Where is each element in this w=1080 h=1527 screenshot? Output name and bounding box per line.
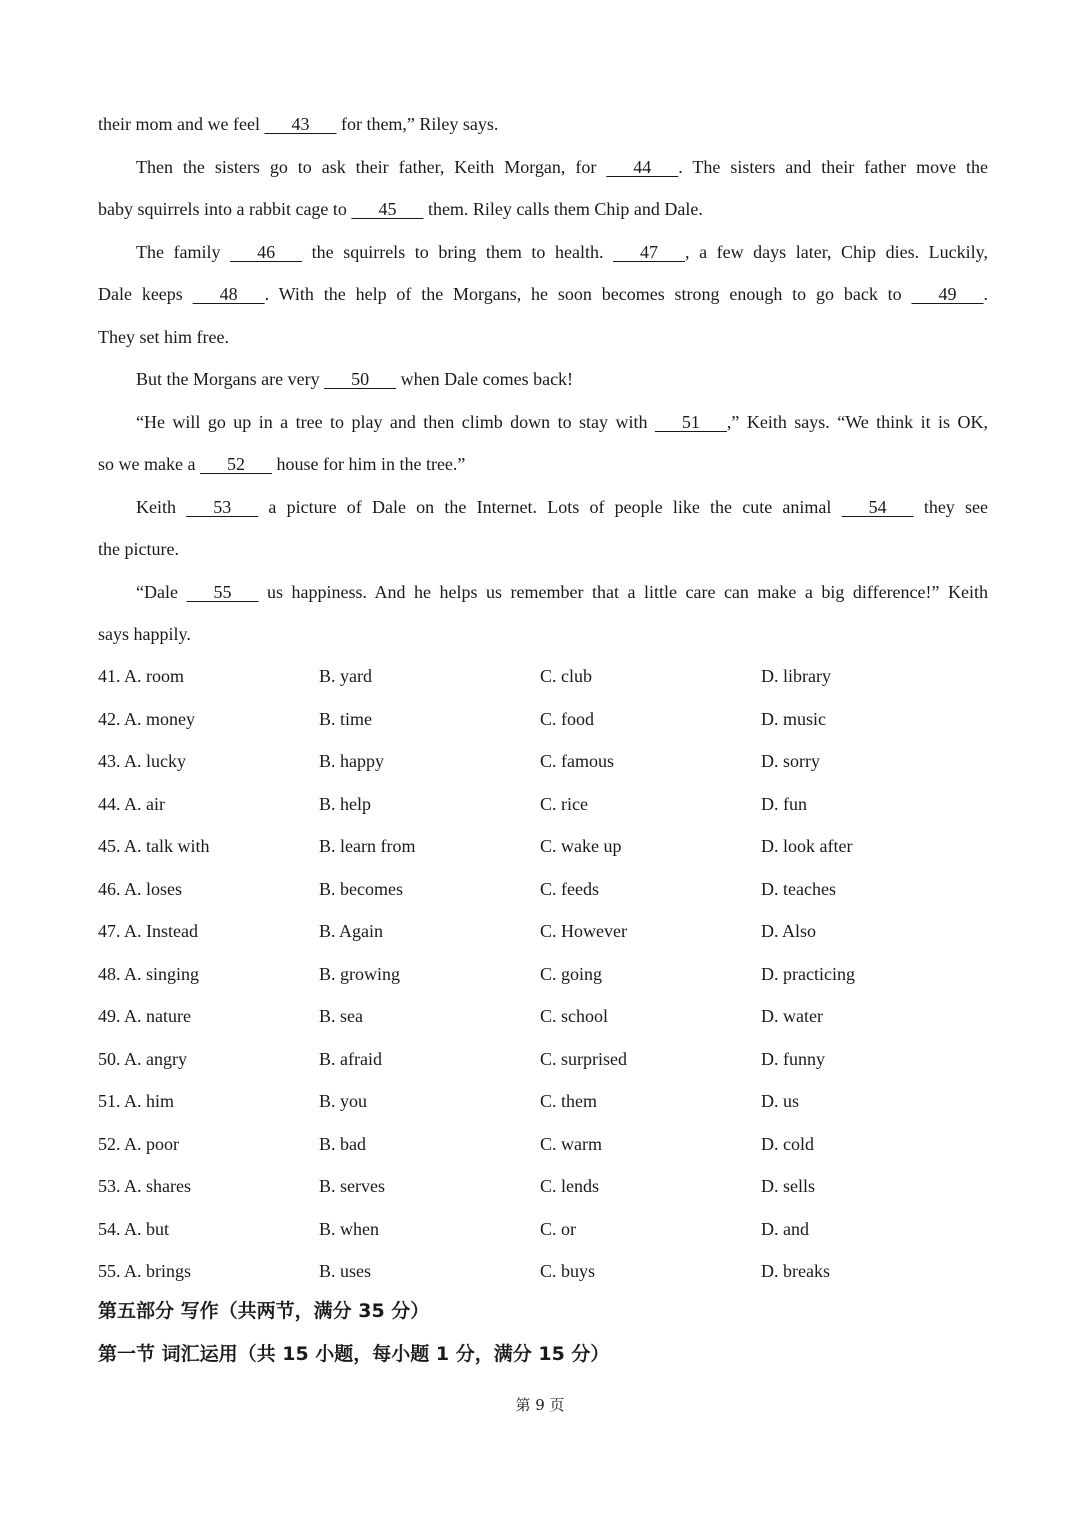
option-row	[98, 749, 988, 773]
option-a: 45. A. talk with	[98, 836, 210, 856]
option-d: D. Also	[761, 921, 817, 941]
option-c: C. them	[540, 1091, 597, 1111]
option-row	[98, 877, 988, 901]
option-b: B. happy	[319, 751, 384, 771]
option-b: B. afraid	[319, 1048, 382, 1069]
answer-blank: 52	[199, 454, 272, 474]
option-d: D. cold	[761, 1133, 814, 1154]
option-row	[98, 962, 988, 986]
option-row	[98, 1089, 988, 1113]
option-d: D. look after	[761, 836, 853, 856]
option-a: 53. A. shares	[98, 1176, 191, 1196]
option-b: B. when	[319, 1218, 379, 1239]
option-c: C. warm	[540, 1133, 602, 1154]
option-c: C. club	[540, 666, 592, 686]
option-b: B. Again	[319, 921, 384, 941]
option-c: C. going	[540, 963, 603, 984]
option-c: C. However	[540, 921, 627, 941]
answer-blank: 48	[192, 284, 265, 304]
passage-line: the picture.	[98, 539, 179, 559]
option-d: D. practicing	[761, 963, 855, 984]
option-a: 42. A. money	[98, 708, 195, 729]
option-a: 54. A. but	[98, 1218, 170, 1239]
option-d: D. teaches	[761, 878, 836, 899]
option-c: C. rice	[540, 793, 588, 814]
option-d: D. and	[761, 1218, 809, 1239]
passage-line: Then the sisters go to ask their father, Keith Morgan, for 44 . The sisters and their father move the	[136, 156, 988, 177]
option-b: B. help	[319, 793, 371, 814]
option-b: B. you	[319, 1091, 368, 1111]
option-c: C. wake up	[540, 836, 622, 856]
option-b: B. yard	[319, 666, 372, 686]
option-c: C. famous	[540, 751, 614, 771]
section-one-heading: 第一节 词汇运用（共 15 小题，每小题 1 分，满分 15 分）	[98, 1343, 610, 1365]
answer-blank: 47	[613, 241, 686, 262]
option-a: 48. A. singing	[98, 963, 200, 984]
answer-blank: 46	[230, 241, 303, 262]
option-d: D. breaks	[761, 1261, 830, 1281]
option-b: B. time	[319, 708, 372, 729]
page-number: 第 9 页	[515, 1396, 565, 1414]
passage-line: “Dale 55 us happiness. And he helps us remember that a little care can make a big difference!” Keith	[136, 581, 989, 602]
option-c: C. food	[540, 708, 594, 729]
option-row	[98, 664, 988, 688]
passage-line: baby squirrels into a rabbit cage to 45 them. Riley calls them Chip and Dale.	[98, 199, 703, 219]
option-row	[98, 919, 988, 943]
answer-blank: 49	[911, 284, 984, 304]
option-a: 44. A. air	[98, 793, 165, 814]
option-c: C. school	[540, 1006, 609, 1026]
option-a: 55. A. brings	[98, 1261, 192, 1281]
option-c: C. feeds	[540, 878, 599, 899]
option-b: B. serves	[319, 1176, 385, 1196]
option-a: 47. A. Instead	[98, 921, 198, 941]
option-row	[98, 707, 988, 731]
option-d: D. water	[761, 1006, 823, 1026]
option-row	[98, 792, 988, 816]
answer-blank: 45	[351, 199, 424, 219]
option-b: B. uses	[319, 1261, 372, 1281]
option-d: D. funny	[761, 1048, 825, 1069]
option-row	[98, 1004, 988, 1028]
option-d: D. library	[761, 666, 831, 686]
option-d: D. us	[761, 1091, 800, 1111]
passage-line: The family 46 the squirrels to bring them to health. 47 , a few days later, Chip dies. Luckily,	[136, 241, 988, 262]
option-b: B. bad	[319, 1133, 366, 1154]
option-b: B. learn from	[319, 836, 416, 856]
part-five-heading: 第五部分 写作（共两节，满分 35 分）	[98, 1300, 430, 1322]
answer-blank: 51	[654, 411, 727, 432]
option-c: C. or	[540, 1218, 576, 1239]
option-b: B. becomes	[319, 878, 403, 899]
option-a: 50. A. angry	[98, 1048, 187, 1069]
option-a: 46. A. loses	[98, 878, 183, 899]
option-a: 51. A. him	[98, 1091, 175, 1111]
option-b: B. sea	[319, 1006, 363, 1026]
passage-line: But the Morgans are very 50 when Dale comes back!	[136, 369, 574, 389]
option-c: C. lends	[540, 1176, 600, 1196]
option-a: 52. A. poor	[98, 1133, 179, 1154]
option-c: C. buys	[540, 1261, 596, 1281]
option-row	[98, 1217, 988, 1241]
answer-blank: 53	[186, 496, 259, 517]
option-a: 49. A. nature	[98, 1006, 191, 1026]
option-d: D. sorry	[761, 751, 820, 771]
passage-line: their mom and we feel 43 for them,” Riley says.	[98, 114, 499, 134]
option-row	[98, 1047, 988, 1071]
passage-line: Dale keeps 48 . With the help of the Morgans, he soon becomes strong enough to go back to 49 .	[98, 284, 989, 304]
option-c: C. surprised	[540, 1048, 627, 1069]
passage-line: Keith 53 a picture of Dale on the Internet. Lots of people like the cute animal 54 they see	[136, 496, 988, 517]
passage-line: so we make a 52 house for him in the tree.”	[98, 454, 466, 474]
option-d: D. sells	[761, 1176, 815, 1196]
option-d: D. music	[761, 708, 826, 729]
option-a: 43. A. lucky	[98, 751, 186, 771]
answer-blank: 55	[186, 581, 259, 602]
option-d: D. fun	[761, 793, 807, 814]
option-b: B. growing	[319, 963, 400, 984]
passage-line: says happily.	[98, 624, 191, 644]
answer-blank: 50	[324, 369, 397, 389]
answer-blank: 54	[841, 496, 914, 517]
answer-blank: 43	[264, 114, 337, 134]
option-row	[98, 1174, 988, 1198]
passage-line: They set him free.	[98, 326, 229, 347]
passage-line: “He will go up in a tree to play and then climb down to stay with 51 ,” Keith says. “We think it is OK,	[136, 411, 989, 432]
option-row	[98, 1132, 988, 1156]
option-row	[98, 1259, 988, 1283]
option-row	[98, 834, 988, 858]
option-a: 41. A. room	[98, 666, 185, 686]
answer-blank: 44	[606, 156, 679, 177]
